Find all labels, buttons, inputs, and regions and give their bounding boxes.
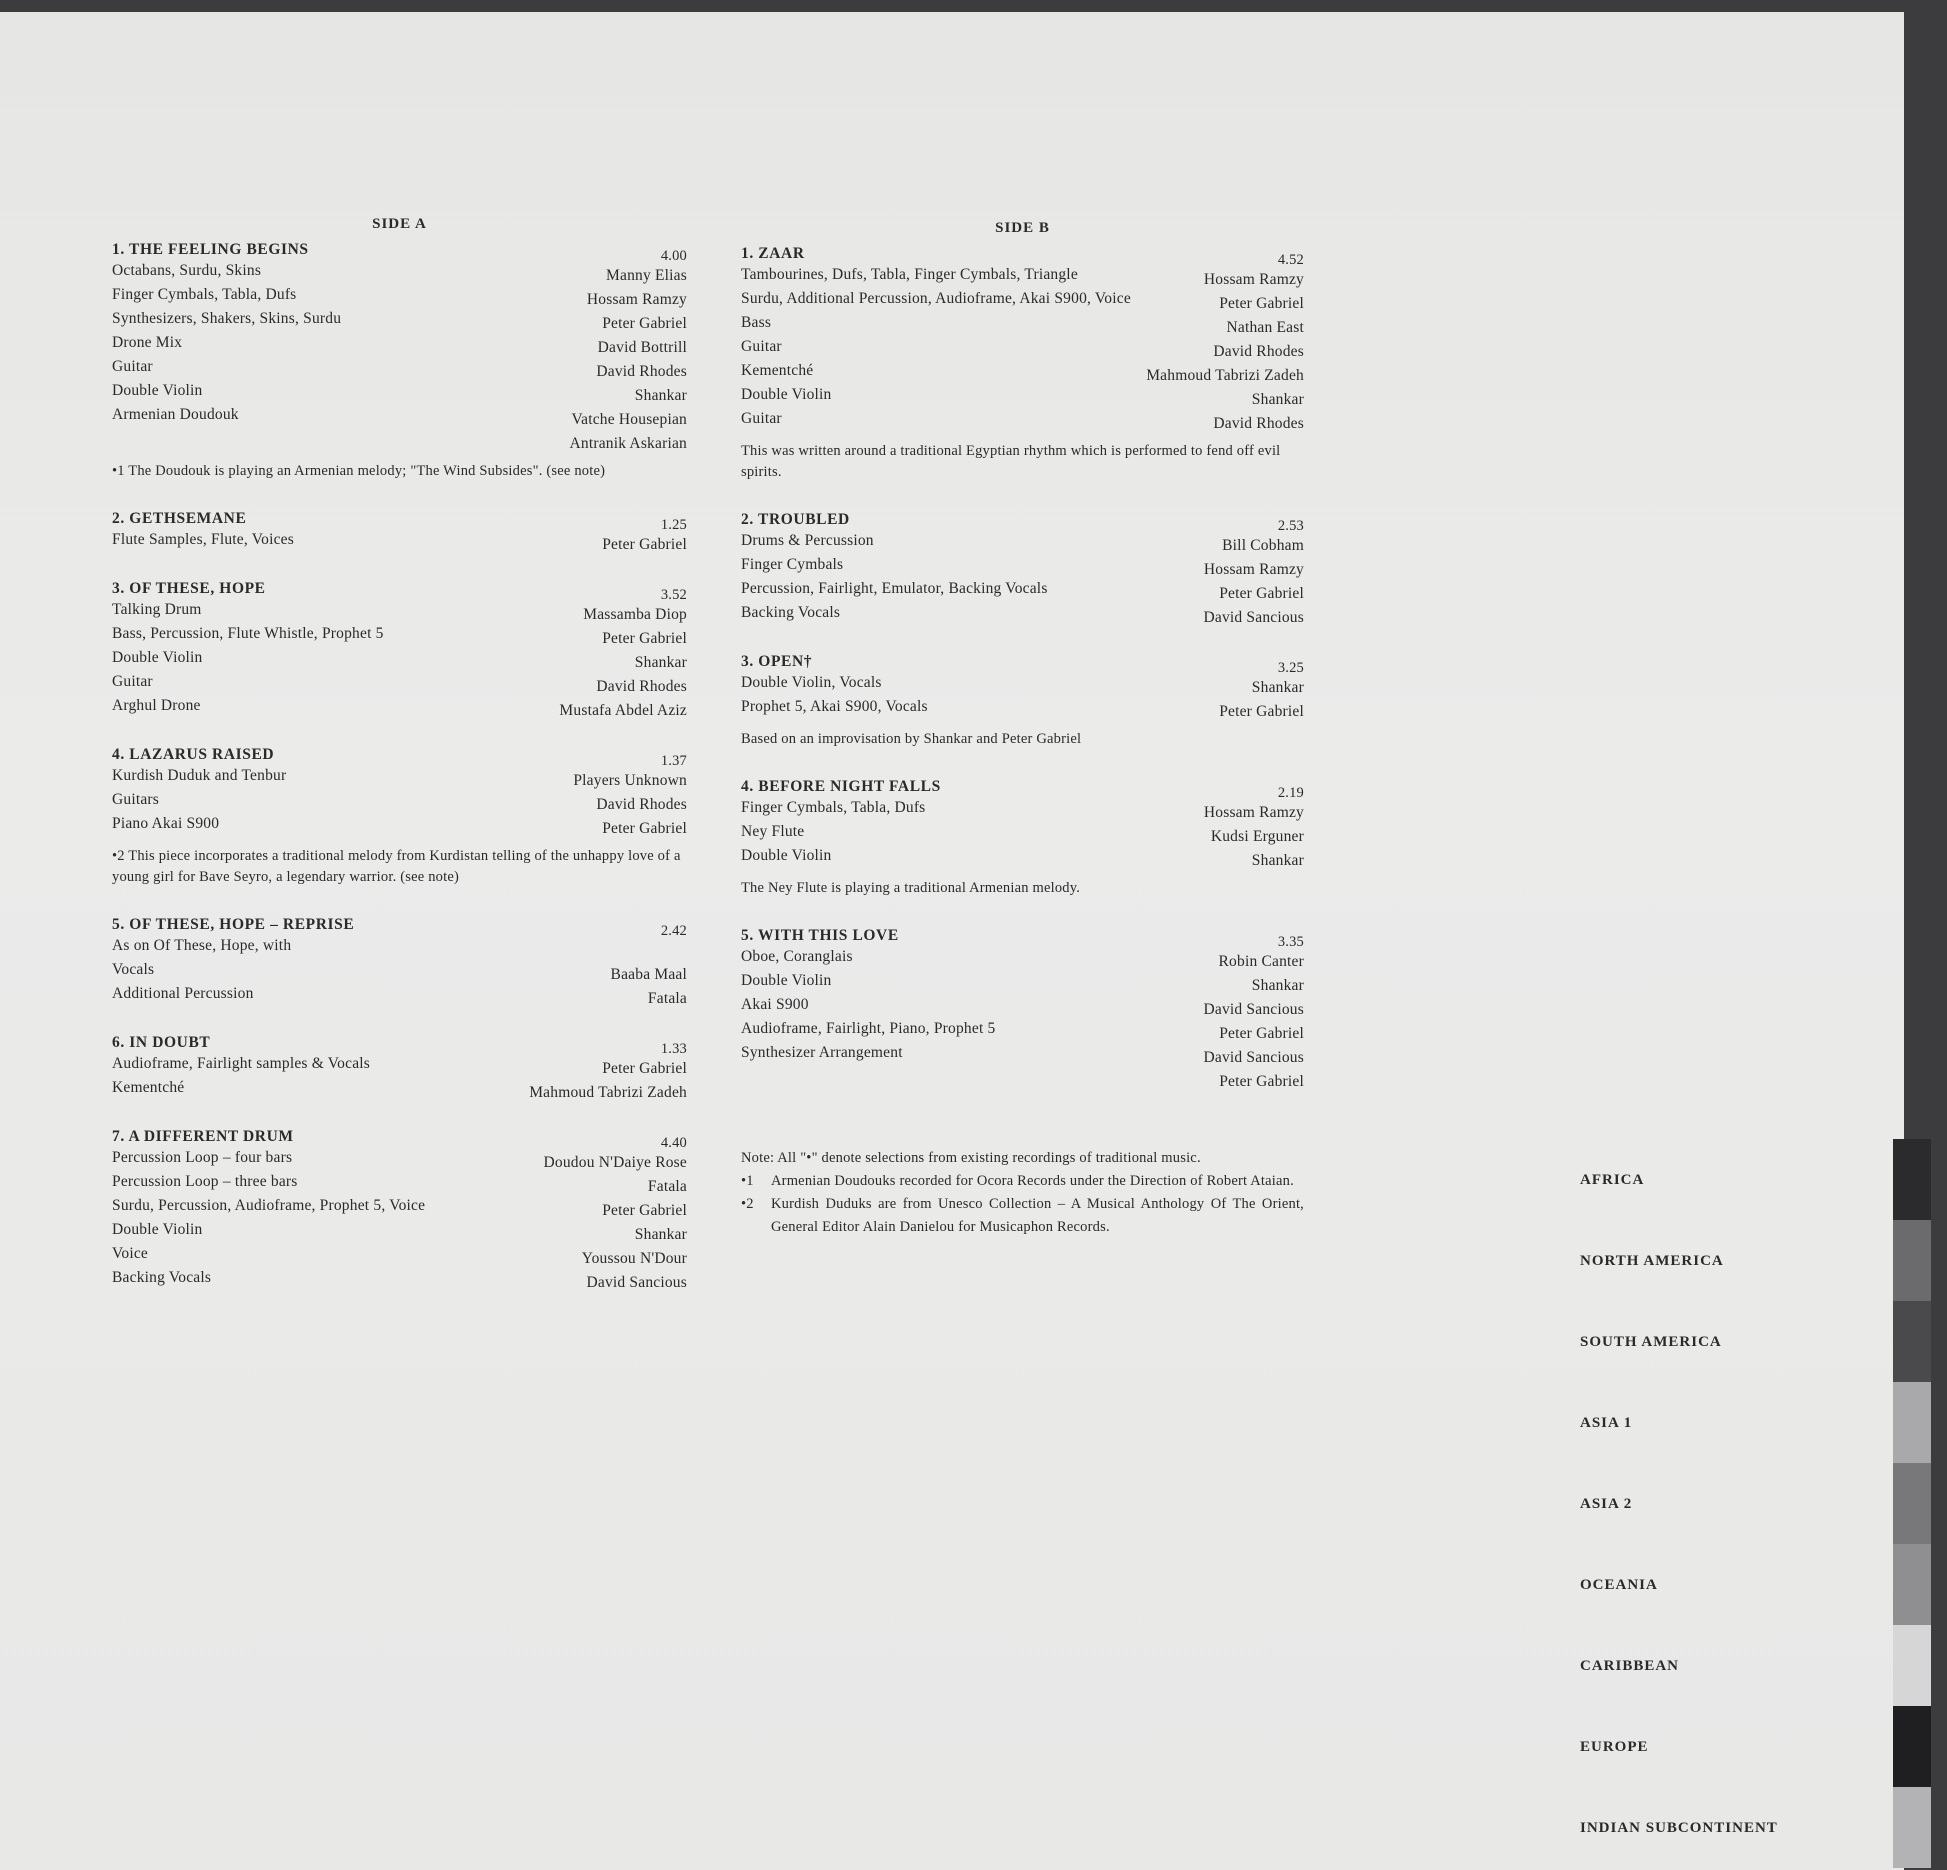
region-label: NORTH AMERICA: [1580, 1253, 1724, 1269]
credit-row: [112, 598, 687, 622]
performer: Fatala: [647, 1178, 687, 1195]
credit-row: [741, 796, 1304, 820]
instrument: Bass, Percussion, Flute Whistle, Prophet 5: [112, 625, 384, 642]
credit-row: [112, 982, 687, 1006]
instrument: Kurdish Duduk and Tenbur: [112, 767, 287, 784]
track-header: [112, 740, 687, 769]
performer: Shankar: [634, 654, 687, 671]
instrument: Ney Flute: [741, 823, 805, 840]
credit-row: [741, 263, 1304, 287]
region-label: ASIA 2: [1580, 1496, 1633, 1512]
region-label: OCEANIA: [1580, 1577, 1658, 1593]
performer: Peter Gabriel: [602, 1202, 687, 1219]
footnote-mark: •1: [741, 1173, 754, 1189]
instrument: Double Violin, Vocals: [741, 674, 882, 691]
instrument: Percussion, Fairlight, Emulator, Backing Vocals: [741, 580, 1048, 597]
instrument: Additional Percussion: [112, 985, 254, 1002]
region-index: [1580, 1140, 1880, 1869]
instrument: Talking Drum: [112, 601, 202, 618]
instrument: Oboe, Coranglais: [741, 948, 853, 965]
instrument: Finger Cymbals: [741, 556, 844, 573]
track-title: 5. OF THESE, HOPE – REPRISE: [112, 916, 355, 933]
track-header: [112, 235, 687, 264]
performer: Hossam Ramzy: [1203, 561, 1304, 578]
instrument: Double Violin: [112, 382, 203, 399]
instrument: Bass: [741, 314, 772, 331]
instrument: Surdu, Percussion, Audioframe, Prophet 5, Voice: [112, 1197, 426, 1214]
performer: Shankar: [1251, 852, 1304, 869]
footnote-intro: Note: All "•" denote selections from existing recordings of traditional music.: [741, 1150, 1201, 1166]
color-tab: [1893, 1463, 1931, 1544]
instrument: Octabans, Surdu, Skins: [112, 262, 262, 279]
track-header: [741, 505, 1304, 534]
track-duration: 2.19: [1277, 785, 1304, 801]
side-a-column: [112, 216, 687, 1312]
region-label: SOUTH AMERICA: [1580, 1334, 1722, 1350]
track-title: 2. GETHSEMANE: [112, 510, 247, 527]
instrument: Synthesizers, Shakers, Skins, Surdu: [112, 310, 342, 327]
track-note: •1 The Doudouk is playing an Armenian melody; "The Wind Subsides". (see note): [112, 463, 606, 479]
instrument: Backing Vocals: [112, 1269, 212, 1286]
track-note: The Ney Flute is playing a traditional Armenian melody.: [741, 880, 1081, 896]
performer: Peter Gabriel: [602, 630, 687, 647]
instrument: Guitar: [741, 338, 782, 355]
performer: Kudsi Erguner: [1210, 828, 1304, 845]
instrument: Double Violin: [741, 847, 832, 864]
instrument: Prophet 5, Akai S900, Vocals: [741, 698, 928, 715]
instrument: Finger Cymbals, Tabla, Dufs: [112, 286, 297, 303]
credit-row: [112, 331, 687, 355]
side-b-title: SIDE B: [995, 220, 1050, 236]
track-title: 6. IN DOUBT: [112, 1034, 211, 1051]
credit-row: [112, 1218, 687, 1242]
color-tab: [1893, 1625, 1931, 1706]
color-tab: [1893, 1544, 1931, 1625]
performer: Massamba Diop: [583, 606, 687, 623]
side-b-column: [741, 220, 1304, 1239]
performer: Peter Gabriel: [602, 820, 687, 837]
track: [741, 505, 1304, 625]
instrument: Arghul Drone: [112, 697, 201, 714]
instrument: Guitars: [112, 791, 160, 808]
instrument: Guitar: [112, 673, 153, 690]
performer: David Sancious: [586, 1274, 687, 1291]
region-label: INDIAN SUBCONTINENT: [1580, 1820, 1778, 1836]
credit-row: [741, 335, 1304, 359]
track-header: [112, 910, 687, 939]
performer: David Sancious: [1203, 1001, 1304, 1018]
track-title: 5. WITH THIS LOVE: [741, 927, 899, 944]
credit-row: [112, 646, 687, 670]
track-duration: 3.52: [660, 587, 687, 603]
performer: Mahmoud Tabrizi Zadeh: [1146, 367, 1304, 384]
track-header: [112, 1122, 687, 1151]
performer: David Sancious: [1203, 1049, 1304, 1066]
credit-row: [112, 958, 687, 982]
track-header: [112, 574, 687, 603]
performer: Shankar: [1251, 391, 1304, 408]
track-header: [112, 504, 687, 533]
track: [741, 921, 1304, 1089]
footnote-item: [741, 1170, 1304, 1193]
side-a-title: SIDE A: [372, 216, 427, 232]
credit-row: [741, 671, 1304, 695]
track-header: [741, 239, 1304, 268]
track-title: 1. ZAAR: [741, 245, 805, 262]
track-title: 2. TROUBLED: [741, 511, 850, 528]
performer: Peter Gabriel: [1219, 585, 1304, 602]
performer: Peter Gabriel: [1219, 1025, 1304, 1042]
instrument: Double Violin: [741, 386, 832, 403]
track: [112, 1122, 687, 1290]
instrument: Flute Samples, Flute, Voices: [112, 531, 294, 548]
credit-row: [112, 403, 687, 427]
track: [112, 235, 687, 482]
track-duration: 4.52: [1277, 252, 1304, 268]
performer: Doudou N'Daiye Rose: [543, 1154, 687, 1171]
track-title: 1. THE FEELING BEGINS: [112, 241, 309, 258]
color-tab: [1893, 1139, 1931, 1220]
track-duration: 3.35: [1277, 934, 1304, 950]
performer: Peter Gabriel: [602, 1060, 687, 1077]
instrument: Vocals: [112, 961, 155, 978]
credit-row: [741, 529, 1304, 553]
credit-row: [112, 1076, 687, 1100]
track: [741, 239, 1304, 483]
performer: Baaba Maal: [610, 966, 687, 983]
performer: Hossam Ramzy: [586, 291, 687, 308]
instrument: Piano Akai S900: [112, 815, 220, 832]
track-header: [741, 772, 1304, 801]
track-duration: 1.33: [660, 1041, 687, 1057]
credit-row: [741, 945, 1304, 969]
liner-notes-sheet: [0, 12, 1904, 1870]
instrument: Armenian Doudouk: [112, 406, 239, 423]
instrument: Synthesizer Arrangement: [741, 1044, 903, 1061]
track-duration: 1.25: [660, 517, 687, 533]
track: [112, 574, 687, 718]
performer: Shankar: [634, 1226, 687, 1243]
instrument: Voice: [112, 1245, 149, 1262]
color-tab: [1893, 1706, 1931, 1787]
instrument: Guitar: [741, 410, 782, 427]
color-tab: [1893, 1301, 1931, 1382]
region-color-tabs: [1893, 1139, 1931, 1868]
track: [741, 647, 1304, 750]
instrument: Backing Vocals: [741, 604, 841, 621]
footnote-mark: •2: [741, 1196, 754, 1212]
color-tab: [1893, 1787, 1931, 1868]
track: [112, 910, 687, 1006]
region-label: AFRICA: [1580, 1172, 1645, 1188]
track-duration: 4.40: [660, 1135, 687, 1151]
instrument: Kementché: [112, 1079, 185, 1096]
performer: Peter Gabriel: [602, 315, 687, 332]
instrument: Double Violin: [112, 1221, 203, 1238]
performer: David Rhodes: [596, 796, 687, 813]
performer: Hossam Ramzy: [1203, 271, 1304, 288]
performer: Vatche Housepian: [571, 411, 687, 428]
performer: Youssou N'Dour: [581, 1250, 687, 1267]
credit-row: [741, 407, 1304, 431]
track-header: [741, 921, 1304, 950]
track-title: 4. BEFORE NIGHT FALLS: [741, 778, 941, 795]
performer: David Sancious: [1203, 609, 1304, 626]
credit-row: [112, 528, 687, 552]
track: [112, 504, 687, 552]
instrument: Percussion Loop – three bars: [112, 1173, 298, 1190]
performer: Fatala: [647, 990, 687, 1007]
track: [112, 740, 687, 888]
performer: Peter Gabriel: [1219, 295, 1304, 312]
performer: Bill Cobham: [1222, 537, 1304, 554]
credit-row: [741, 993, 1304, 1017]
track-duration: 4.00: [660, 248, 687, 264]
track-note: Based on an improvisation by Shankar and Peter Gabriel: [741, 731, 1082, 747]
track-note: •2 This piece incorporates a traditional melody from Kurdistan telling of the unhappy love of a young girl for Bave Seyro, a legendary warrior. (see note): [112, 848, 681, 885]
performer: David Rhodes: [1213, 415, 1304, 432]
track: [741, 772, 1304, 899]
instrument: Percussion Loop – four bars: [112, 1149, 293, 1166]
performer: Peter Gabriel: [1219, 1073, 1304, 1090]
instrument: Kementché: [741, 362, 814, 379]
performer: Players Unknown: [573, 772, 687, 789]
track-duration: 3.25: [1277, 660, 1304, 676]
track-title: 4. LAZARUS RAISED: [112, 746, 275, 763]
performer: Antranik Askarian: [569, 435, 687, 452]
footnotes: [741, 1147, 1304, 1239]
instrument: Drone Mix: [112, 334, 183, 351]
performer: Nathan East: [1226, 319, 1304, 336]
instrument: Audioframe, Fairlight, Piano, Prophet 5: [741, 1020, 996, 1037]
credit-row: [112, 1194, 687, 1218]
instrument: Guitar: [112, 358, 153, 375]
performer: Hossam Ramzy: [1203, 804, 1304, 821]
region-label: CARIBBEAN: [1580, 1658, 1680, 1674]
credit-row: [112, 670, 687, 694]
credit-row: [112, 259, 687, 283]
instrument: Drums & Percussion: [741, 532, 874, 549]
track-duration: 2.53: [1277, 518, 1304, 534]
track-title: 3. OPEN†: [741, 653, 813, 670]
side-a-tracks: [112, 235, 687, 1290]
instrument: Finger Cymbals, Tabla, Dufs: [741, 799, 926, 816]
track-duration: 1.37: [660, 753, 687, 769]
performer: Peter Gabriel: [602, 536, 687, 553]
footnote-text: Kurdish Duduks are from Unesco Collection – A Musical Anthology Of The Orient, General Editor Alain Danielou for Musicaphon Records.: [771, 1196, 1304, 1235]
instrument: Audioframe, Fairlight samples & Vocals: [112, 1055, 371, 1072]
credit-row: [112, 1146, 687, 1170]
performer: David Rhodes: [596, 363, 687, 380]
credit-row: [741, 553, 1304, 577]
performer: Mahmoud Tabrizi Zadeh: [529, 1084, 687, 1101]
track-header: [741, 647, 1304, 676]
instrument: Double Violin: [112, 649, 203, 666]
performer: Robin Canter: [1218, 953, 1304, 970]
performer: David Bottrill: [597, 339, 687, 356]
track-title: 7. A DIFFERENT DRUM: [112, 1128, 294, 1145]
region-label: EUROPE: [1580, 1739, 1649, 1755]
performer: Shankar: [634, 387, 687, 404]
track-note: This was written around a traditional Egyptian rhythm which is performed to fend off evil spirits.: [741, 443, 1281, 480]
instrument: As on Of These, Hope, with: [112, 937, 292, 954]
credit-row: [112, 1242, 687, 1266]
performer: David Rhodes: [1213, 343, 1304, 360]
credit-row: [112, 1052, 687, 1076]
track-title: 3. OF THESE, HOPE: [112, 580, 266, 597]
side-b-tracks: [741, 239, 1304, 1089]
instrument: Tambourines, Dufs, Tabla, Finger Cymbals, Triangle: [741, 266, 1078, 283]
performer: Peter Gabriel: [1219, 703, 1304, 720]
credit-row: [112, 934, 687, 958]
instrument: Surdu, Additional Percussion, Audioframe, Akai S900, Voice: [741, 290, 1131, 307]
performer: Manny Elias: [606, 267, 687, 284]
track-header: [112, 1028, 687, 1057]
instrument: Double Violin: [741, 972, 832, 989]
credit-row: [741, 695, 1304, 719]
footnote-item: [741, 1193, 1304, 1239]
performer: Shankar: [1251, 977, 1304, 994]
credit-row: [112, 764, 687, 788]
performer: David Rhodes: [596, 678, 687, 695]
color-tab: [1893, 1382, 1931, 1463]
footnote-text: Armenian Doudouks recorded for Ocora Records under the Direction of Robert Ataian.: [771, 1173, 1294, 1189]
performer: Shankar: [1251, 679, 1304, 696]
color-tab: [1893, 1220, 1931, 1301]
track: [112, 1028, 687, 1100]
instrument: Akai S900: [741, 996, 809, 1013]
credit-row: [112, 283, 687, 307]
performer: Mustafa Abdel Aziz: [559, 702, 687, 719]
region-label: ASIA 1: [1580, 1415, 1633, 1431]
track-duration: 2.42: [660, 923, 687, 939]
